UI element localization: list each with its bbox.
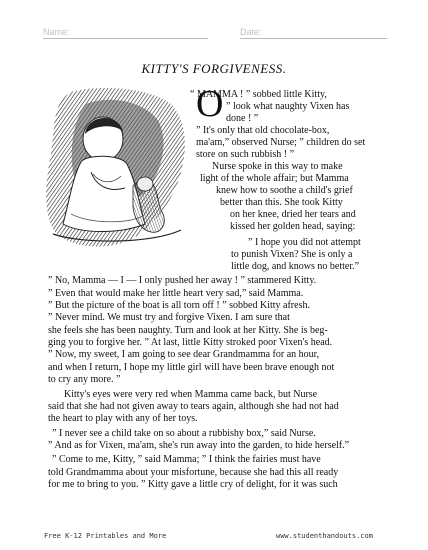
child-and-dog-illustration: [41, 84, 191, 254]
body-line: ” No, Mamma — I — I only pushed her away ! ” stammered Kitty.: [48, 275, 317, 286]
side-line: ” I hope you did not attempt: [248, 237, 361, 248]
body-line: ” I never see a child take on so about a rubbishy box,” said Nurse.: [52, 428, 316, 439]
side-line: done ! ”: [226, 113, 259, 124]
body-line: ” Even that would make her little heart very sad,” said Mamma.: [48, 288, 304, 299]
side-line: light of the whole affair; but Mamma: [200, 173, 349, 184]
body-line: to cry any more. ”: [48, 374, 121, 385]
body-line: ” Come to me, Kitty, ” said Mamma; ” I think the fairies must have: [52, 454, 321, 465]
side-line: store on such rubbish ! ”: [196, 149, 295, 160]
side-line: “ MAMMA ! ” sobbed little Kitty,: [190, 89, 327, 100]
side-line: ma'am,” observed Nurse; ” children do set: [196, 137, 366, 148]
story-title: KITTY'S FORGIVENESS.: [141, 61, 287, 76]
body-line: ” Never mind. We must try and forgive Vixen. I am sure that: [48, 312, 290, 323]
date-label: Date:: [240, 27, 262, 37]
side-line: on her knee, dried her tears and: [230, 209, 356, 220]
side-line: ” look what naughty Vixen has: [226, 101, 350, 112]
drop-cap: O: [196, 83, 224, 125]
side-line: Nurse spoke in this way to make: [212, 161, 343, 172]
body-line: for me to bring to you. ” Kitty gave a little cry of delight, for it was such: [48, 479, 338, 490]
footer-left: Free K-12 Printables and More: [44, 532, 167, 540]
name-label: Name:: [43, 27, 70, 37]
body-line: and when I return, I hope my little girl will have been brave enough not: [48, 362, 335, 373]
body-line: Kitty's eyes were very red when Mamma came back, but Nurse: [64, 389, 318, 400]
body-line: ging you to forgive her. ” At last, little Kitty stroked poor Vixen's head.: [48, 337, 333, 348]
body-line: ” Now, my sweet, I am going to see dear Grandmamma for an hour,: [48, 349, 320, 360]
body-line: said that she had not given away to tears again, although she had not had: [48, 401, 339, 412]
footer-right: www.studenthandouts.com: [276, 532, 373, 540]
body-line: ” But the picture of the boat is all torn off ! ” sobbed Kitty afresh.: [48, 300, 310, 311]
side-line: little dog, and knows no better.”: [231, 261, 360, 272]
side-line: knew how to soothe a child's grief: [216, 185, 353, 196]
side-line: ” It's only that old chocolate-box,: [196, 125, 330, 136]
body-line: told Grandmamma about your misfortune, because she had this all ready: [48, 467, 339, 478]
date-line: [240, 38, 387, 39]
side-line: kissed her golden head, saying:: [230, 221, 356, 232]
side-line: to punish Vixen? She is only a: [231, 249, 353, 260]
side-line: better than this. She took Kitty: [220, 197, 343, 208]
body-line: she feels she has been naughty. Turn and look at her Kitty. She is beg-: [48, 325, 328, 336]
body-line: ” And as for Vixen, ma'am, she's run away into the garden, to hide herself.”: [48, 440, 350, 451]
name-line: [43, 38, 208, 39]
body-line: the heart to play with any of her toys.: [48, 413, 198, 424]
